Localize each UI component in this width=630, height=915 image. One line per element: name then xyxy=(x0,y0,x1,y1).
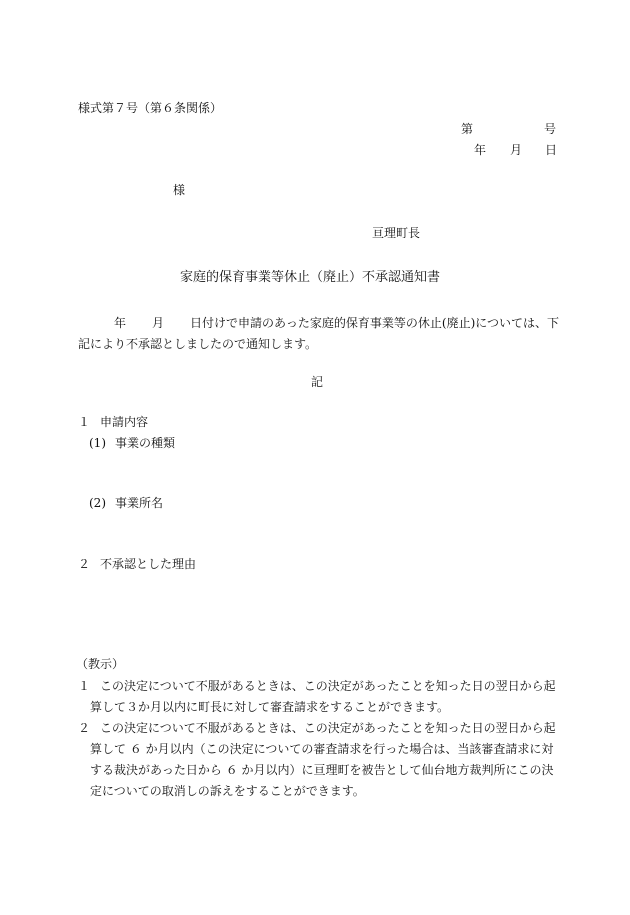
form-number: 様式第７号（第６条関係） xyxy=(78,101,223,115)
body-text: 日付けで申請のあった家庭的保育事業等の休止(廃止)については、下記により不承認としましたので通知します。 xyxy=(78,316,560,351)
section-1-2-number: (2) xyxy=(89,496,106,510)
ki-marker: 記 xyxy=(311,375,324,389)
section-2-number: ２ xyxy=(78,557,91,571)
section-1-2-label: 事業所名 xyxy=(115,496,164,510)
addressee-honorific: 様 xyxy=(173,183,186,197)
notice-item-2-text: この決定について不服があるときは、この決定があったことを知った日の翌日から起算して ６ か月以内（この決定についての審査請求を行った場合は、当該審査請求に対する裁決があった日から ６ か月以内）に亘理町を被告として仙台地方裁判所にこの決定についての取消しの訴えをすることができます。 xyxy=(90,721,556,798)
section-1-1-number: (1) xyxy=(89,436,106,450)
issuer-name: 亘理町長 xyxy=(372,226,421,240)
section-1-1-heading xyxy=(89,436,175,450)
notice-item-1 xyxy=(78,676,560,718)
section-1-2-heading xyxy=(89,496,163,510)
body-month-label: 月 xyxy=(152,316,165,330)
section-2-heading xyxy=(78,557,196,571)
document-number-prefix: 第 xyxy=(461,122,474,136)
date-day-label: 日 xyxy=(545,143,558,157)
notice-heading: （教示） xyxy=(76,657,125,671)
document-title: 家庭的保育事業等休止（廃止）不承認通知書 xyxy=(180,270,441,285)
date-year-label: 年 xyxy=(474,143,487,157)
notice-item-2-number: ２ xyxy=(78,721,91,735)
section-2-label: 不承認とした理由 xyxy=(100,557,197,571)
date-month-label: 月 xyxy=(510,143,523,157)
document-number-suffix: 号 xyxy=(544,122,557,136)
body-paragraph xyxy=(78,313,560,355)
section-1-heading xyxy=(78,415,148,429)
section-1-number: １ xyxy=(78,415,91,429)
notice-item-1-number: １ xyxy=(78,679,91,693)
body-year-label: 年 xyxy=(114,316,127,330)
section-1-label: 申請内容 xyxy=(100,415,149,429)
notice-item-2 xyxy=(78,718,560,802)
notice-item-1-text: この決定について不服があるときは、この決定があったことを知った日の翌日から起算して３か月以内に町長に対して審査請求をすることができます。 xyxy=(90,679,556,714)
section-1-1-label: 事業の種類 xyxy=(115,436,176,450)
